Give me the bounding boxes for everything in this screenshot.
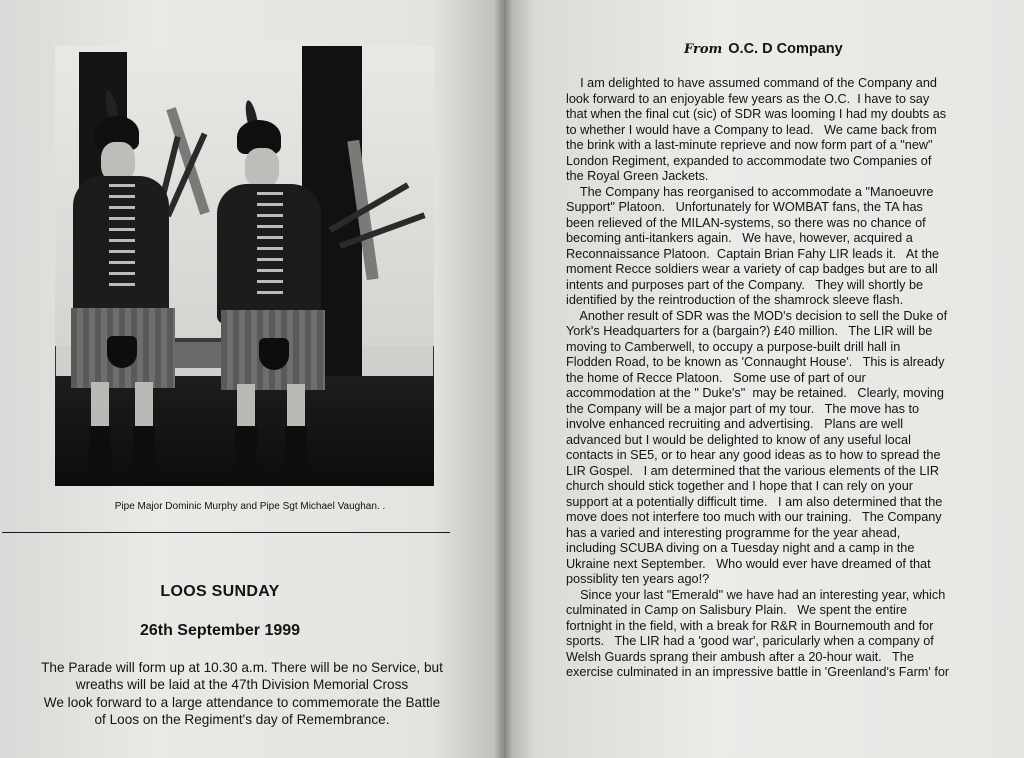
article-line: Another result of SDR was the MOD's decision to sell the Duke of	[566, 308, 948, 323]
loos-sunday-title: LOOS SUNDAY	[160, 583, 280, 600]
section-divider	[2, 532, 450, 533]
article-line: London Regiment, expanded to accommodate two Companies of	[566, 153, 932, 168]
article-line: I am delighted to have assumed command of the Company and	[566, 76, 937, 90]
heading-prefix: From	[684, 42, 723, 57]
article-line: possiblity ten years ago!?	[566, 572, 710, 586]
article-line: Support" Platoon. Unfortunately for WOMBAT fans, the TA has	[566, 200, 923, 214]
notice-line: The Parade will form up at 10.30 a.m. There will be no Service, but	[41, 660, 443, 675]
article-body	[566, 76, 1006, 681]
heading-title: O.C. D Company	[728, 41, 843, 57]
article-line: intents and purposes part of the Company. They will shortly be	[566, 277, 924, 292]
article-line: church should stick together and I hope that I can rely on your	[566, 479, 913, 493]
article-line: the home of Recce Platoon. Some use of part of our	[566, 370, 866, 385]
article-line: exercise culminated in an impressive battle in 'Greenland's Farm' for	[566, 665, 950, 679]
article-line: moving to Camberwell, to occupy a purpose-built drill hall in	[566, 339, 901, 354]
article-line: Reconnaissance Platoon. Captain Brian Fahy LIR leads it. At the	[566, 246, 940, 261]
pipers-photo	[55, 46, 434, 486]
article-line: to whether I would have a Company to lead. We came back from	[566, 122, 937, 137]
article-line: York's Headquarters for a (bargain?) £40 million. The LIR will be	[566, 324, 933, 338]
article-line: the Company will be a major part of my tour. The move has to	[566, 401, 920, 416]
article-line: that when the final cut (sic) of SDR was looming I had my doubts as	[566, 107, 947, 121]
article-line: The Company has reorganised to accommodate a "Manoeuvre	[566, 184, 934, 199]
article-line: sports. The LIR had a 'good war', paricularly when a company of	[566, 634, 934, 648]
photo-caption: Pipe Major Dominic Murphy and Pipe Sgt Michael Vaughan. .	[114, 501, 386, 512]
article-line: has a varied and interesting programme for the year ahead,	[566, 525, 901, 540]
article-line: advanced but I would be delighted to know of any useful local	[566, 432, 911, 447]
article-line: Since your last "Emerald" we have had an interesting year, which	[566, 587, 946, 602]
article-line: becoming anti-itankers again. We have, however, acquired a	[566, 231, 913, 245]
article-line: Welsh Guards sprang their ambush after a 20-hour wait. The	[566, 649, 914, 664]
article-line: including SCUBA diving on a Tuesday night and a camp in the	[566, 541, 915, 555]
article-line: Ukraine next September. Who would ever have dreamed of that	[566, 556, 931, 571]
article-line: involve enhanced recruiting and advertising. Plans are well	[566, 417, 904, 431]
article-line: moment Recce soldiers wear a variety of cap badges but are to all	[566, 262, 938, 276]
right-page	[504, 0, 1024, 758]
article-line: look forward to an enjoyable few years as the O.C. I have to say	[566, 91, 930, 106]
loos-sunday-notice	[2, 659, 482, 729]
left-page	[0, 0, 508, 758]
article-line: LIR Gospel. I am determined that the various elements of the LIR	[566, 463, 940, 478]
article-line: Flodden Road, to be known as 'Connaught House'. This is already	[566, 355, 945, 369]
notice-line: wreaths will be laid at the 47th Division Memorial Cross	[75, 677, 409, 693]
article-line: move does not interfere too much with our training. The Company	[566, 510, 942, 524]
article-line: been relieved of the MILAN-systems, so there was no chance of	[566, 215, 926, 230]
article-line: accommodation at the " Duke's" may be retained. Clearly, moving	[566, 386, 944, 400]
loos-sunday-date: 26th September 1999	[139, 622, 301, 639]
article-heading	[684, 41, 1004, 57]
article-line: contacts in SE5, or to hear any good ideas as to how to spread the	[566, 448, 941, 462]
article-line: fortnight in the field, with a break for R&R in Bournemouth and for	[566, 618, 934, 633]
notice-line: We look forward to a large attendance to commemorate the Battle	[43, 694, 441, 710]
notice-line: of Loos on the Regiment's day of Remembrance.	[94, 712, 390, 728]
article-line: culminated in Camp on Salisbury Plain. We spent the entire	[566, 603, 908, 617]
article-line: the brink with a last-minute reprieve and now form part of a "new"	[566, 138, 933, 152]
book-gutter	[494, 0, 512, 758]
article-line: the Royal Green Jackets.	[566, 169, 709, 183]
article-line: support at a potentially difficult time. I am also determined that the	[566, 494, 943, 509]
article-line: identified by the reintroduction of the shamrock sleeve flash.	[566, 293, 904, 307]
